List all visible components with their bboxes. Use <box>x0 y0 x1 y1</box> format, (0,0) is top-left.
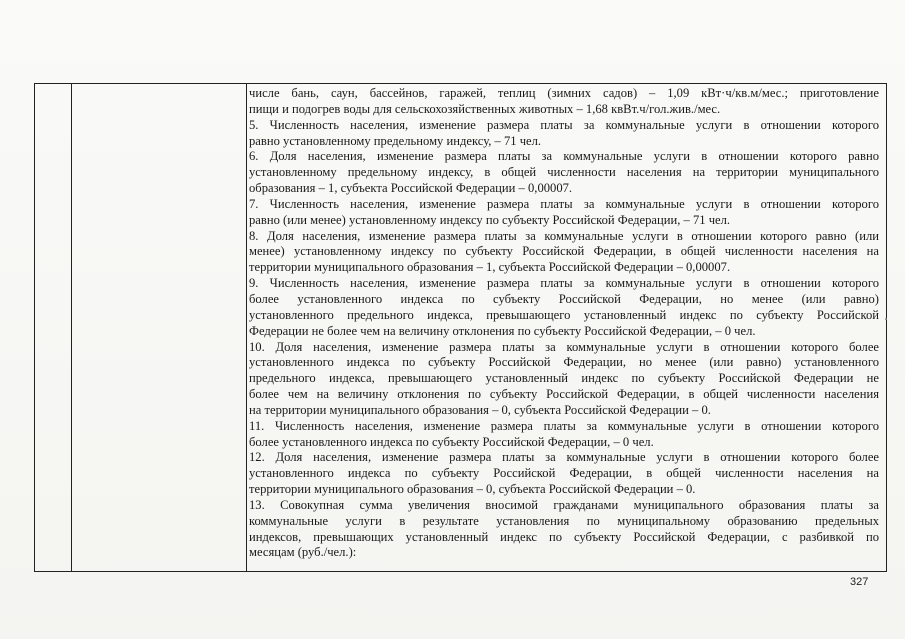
text-line: 9. Численность населения, изменение размера платы за коммунальные услуги в отношении которого <box>249 276 879 291</box>
text-line: территории муниципального образования – 0, субъекта Российской Федерации – 0. <box>249 482 696 497</box>
text-line: коммунальные услуги в результате установления по муниципальному образованию предельных <box>249 513 879 528</box>
text-line: более установленного индекса по субъекту Российской Федерации, но менее (или равно) <box>249 291 879 306</box>
text-line: менее) установленному индексу по субъекту Российской Федерации, в общей численности населения на <box>249 244 879 259</box>
column-divider-1 <box>71 84 72 571</box>
paragraph <box>249 340 879 419</box>
text-line: Федерации не более чем на величину отклонения по субъекту Российской Федерации, – 0 чел. <box>249 323 756 338</box>
text-cell <box>249 86 879 561</box>
text-line: образования – 1, субъекта Российской Федерации – 0,00007. <box>249 181 573 196</box>
paragraph <box>249 276 879 339</box>
text-line: территории муниципального образования – 1, субъекта Российской Федерации – 0,00007. <box>249 260 731 275</box>
text-line: 5. Численность населения, изменение размера платы за коммунальные услуги в отношении которого <box>249 117 879 132</box>
text-line: равно (или менее) установленному индексу по субъекту Российской Федерации, – 71 чел. <box>249 212 731 227</box>
column-divider-2 <box>246 84 247 571</box>
page-number: 327 <box>850 576 869 588</box>
scan-speck <box>885 318 887 320</box>
paragraph <box>249 197 879 229</box>
text-line: индексов, превышающих установленный индекс по субъекту Российской Федерации, с разбивкой по <box>249 529 879 544</box>
text-line: установленного предельного индекса, превышающего установленный индекс по субъекту Российской <box>249 307 879 322</box>
paragraph <box>249 149 879 197</box>
text-line: 11. Численность населения, изменение размера платы за коммунальные услуги в отношении которого <box>249 418 879 433</box>
text-line: 8. Доля населения, изменение размера платы за коммунальные услуги в отношении которого равно (или <box>249 228 879 243</box>
text-line: более чем на величину отклонения по субъекту Российской Федерации, в общей численности населения <box>249 387 879 402</box>
text-line: 12. Доля населения, изменение размера платы за коммунальные услуги в отношении которого более <box>249 450 879 465</box>
paragraph <box>249 419 879 451</box>
paragraph <box>249 498 879 561</box>
text-line: числе бань, саун, бассейнов, гаражей, теплиц (зимних садов) – 1,09 кВт·ч/кв.м/мес.; приготовление <box>249 86 879 100</box>
text-line: установленного индекса по субъекту Российской Федерации, в общей численности населения на <box>249 466 879 481</box>
text-line: установленному предельному индексу, в общей численности населения на территории муниципального <box>249 165 879 180</box>
text-line: пищи и подогрев воды для сельскохозяйственных животных – 1,68 квВт.ч/гол.жив./мес. <box>249 101 721 116</box>
text-line: 13. Совокупная сумма увеличения вносимой гражданами муниципального образования платы за <box>249 497 879 512</box>
paragraph <box>249 86 879 118</box>
text-line: 10. Доля населения, изменение размера платы за коммунальные услуги в отношении которого более <box>249 339 879 354</box>
text-line: предельного индекса, превышающего установленный индекс по субъекту Российской Федерации не <box>249 371 879 386</box>
paragraph <box>249 229 879 277</box>
text-line: месяцам (руб./чел.): <box>249 545 357 560</box>
text-line: более установленного индекса по субъекту Российской Федерации, – 0 чел. <box>249 434 654 449</box>
text-line: установленного индекса по субъекту Российской Федерации, но менее (или равно) установленного <box>249 355 879 370</box>
text-line: 6. Доля населения, изменение размера платы за коммунальные услуги в отношении которого равно <box>249 149 879 164</box>
document-table <box>34 83 887 572</box>
text-line: на территории муниципального образования – 0, субъекта Российской Федерации – 0. <box>249 402 711 417</box>
text-line: 7. Численность населения, изменение размера платы за коммунальные услуги в отношении которого <box>249 196 879 211</box>
paragraph <box>249 118 879 150</box>
paragraph <box>249 450 879 498</box>
text-line: равно установленному предельному индексу, – 71 чел. <box>249 133 542 148</box>
